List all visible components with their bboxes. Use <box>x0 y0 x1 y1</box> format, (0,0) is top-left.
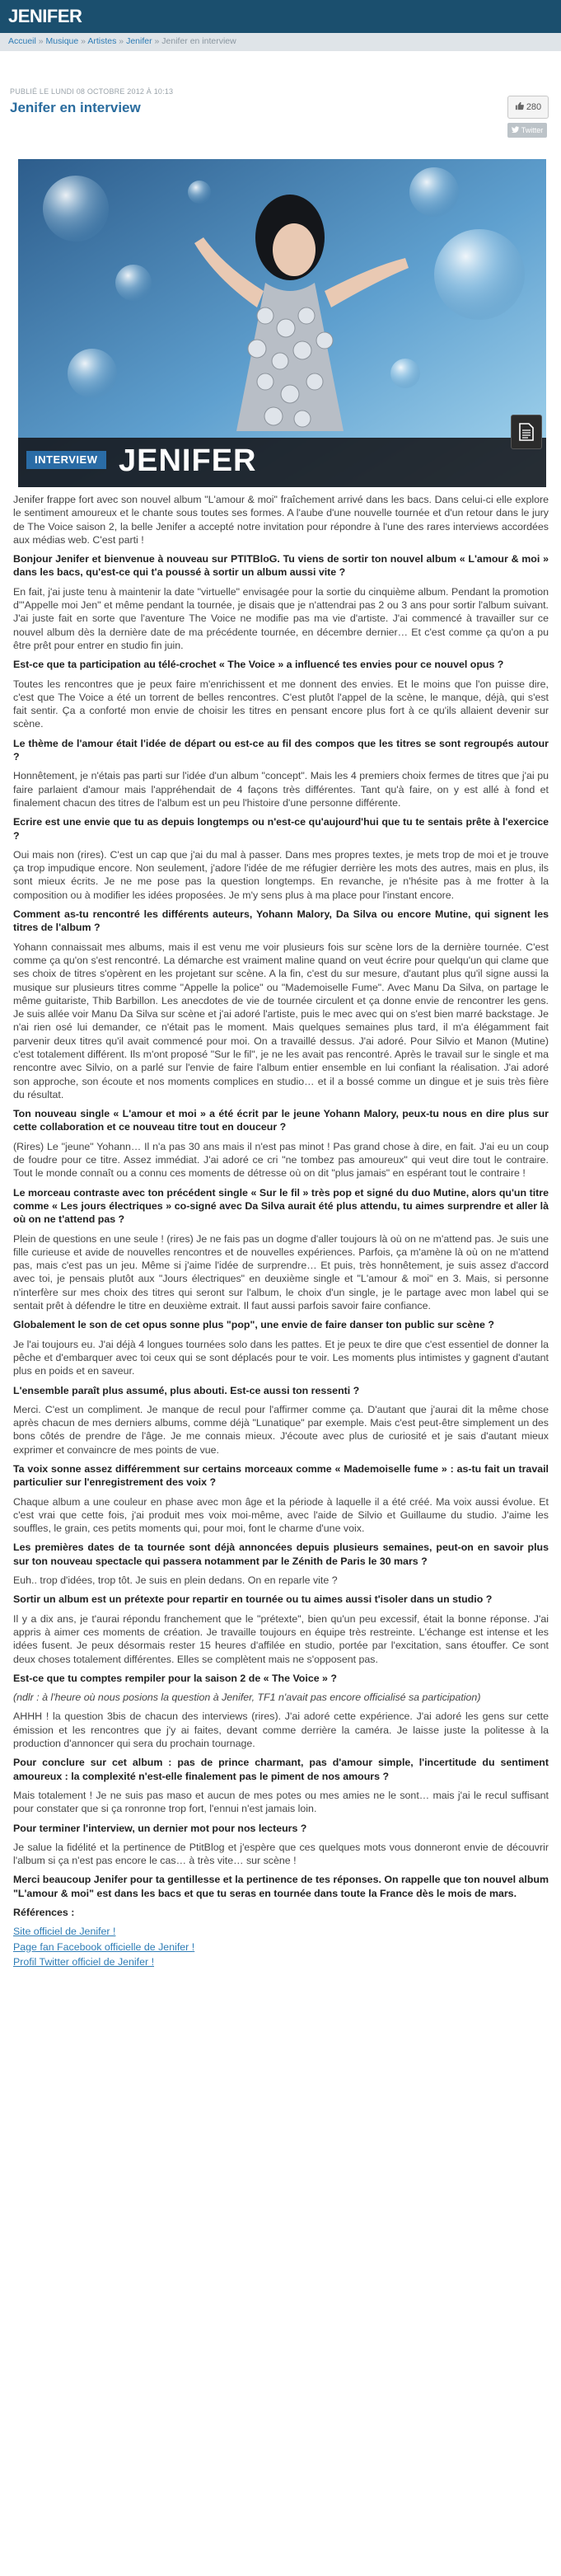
question: Est-ce que ta participation au télé-crochet « The Voice » a influencé tes envies pour ce nouvel opus ? <box>13 659 504 671</box>
twitter-profile-link[interactable]: Profil Twitter officiel de Jenifer ! <box>13 1955 155 1968</box>
document-icon[interactable] <box>511 415 542 449</box>
question: Bonjour Jenifer et bienvenue à nouveau sur PTITBloG. Tu viens de sortir ton nouvel album « L'amour & moi » dans les bacs, qu'est-ce qui t'a poussé à sortir un album aussi vite ? <box>13 553 549 579</box>
publish-date: PUBLIÉ LE LUNDI 08 OCTOBRE 2012 À 10:13 <box>10 87 174 96</box>
editor-note: (ndlr : à l'heure où nous posions la question à Jenifer, TF1 n'avait pas encore officialisé sa participation) <box>13 1692 481 1704</box>
references-title: Références : <box>13 1907 75 1919</box>
intro-paragraph: Jenifer frappe fort avec son nouvel album "L'amour & moi" fraîchement arrivé dans les bacs. Dans celui-ci elle explore le sentiment amoureux et le chante sous toutes ses formes. A l'aube d'une nouvelle tournée et d'un retour dans le jury de The Voice saison 2, la belle Jenifer a accepté notre invitation pour répondre à l'une des rares interviews accordées aux médias web. C'est parti ! <box>13 494 549 546</box>
answer: Honnêtement, je n'étais pas parti sur l'idée d'un album "concept". Mais les 4 premiers choix fermes de titres que j'ai pu faire parlaient d'amour mais l'appréhendait de 4 façons très différentes. Tant qu'à faire, on y est allé à fond et finalement chacun des titres de l'album est un peu l'histoire d'une personne différente. <box>13 770 549 809</box>
answer: AHHH ! la question 3bis de chacun des interviews (rires). J'ai adoré cette expérience. J'ai adoré les gens sur cette émission et les rencontres que j'y ai faites, devant comme derrière la caméra. Je laisse juste la politesse à la production d'annoncer qui sera du prochain tournage. <box>13 1710 549 1750</box>
answer: Je l'ai toujours eu. J'ai déjà 4 longues tournées solo dans les pattes. Et je peux te dire que c'est essentiel de donner la pêche et d'embarquer avec toi ceux qui se sont déplacés pour te voir. Les moments plus intimistes y gagnent d'autant plus en poids et en saveur. <box>13 1338 549 1377</box>
answer: Yohann connaissait mes albums, mais il est venu me voir plusieurs fois sur scène lors de la dernière tournée. C'est comme ça qu'on s'est rencontré. La démarche est vraiment maline quand on veut écrire pour quelqu'un qui clame que ses choix de titres s'opèrent en les projetant sur scène. A la fin, c'est du sur mesure, d'autant plus qu'il signe aussi la musique sur plusieurs titres comme "Appelle la police" ou "Mademoiselle Fume". Avec Manu Da Silva, on partage le même guitariste, Thib Barbillon. Les anecdotes de vie de tournée circulent et ça donne envie de rencontrer les gens. Je suis allée voir Manu Da Silva sur scène et j'ai adoré l'artiste, puis le mec avec qui on s'est bien marré backstage. Je n'ai rien osé lui demander, ce n'était pas le moment. Mais quelques semaines plus tard, il m'a élégamment fait parvenir deux titres qu'il avait commencé pour moi. On a travaillé dessus. J'ai adoré. Pour Silvio et Manon (Mutine) c'est totalement différent. Ils m'ont proposé "Sur le fil", je ne les avait pas rencontré. Après le travail sur le single et ma rencontre avec Silvio, on a parlé sur l'envie de faire l'album entier ensemble en lui confiant la réalisation. J'ai adoré son approche, son écoute et nos moments complices en studio… et il a bossé comme un dingue et je suis très fière du résultat. <box>13 941 549 1100</box>
official-site-link[interactable]: Site officiel de Jenifer ! <box>13 1926 116 1938</box>
answer: Chaque album a une couleur en phase avec mon âge et la période à laquelle il a été créé. Ma voix aussi évolue. Et c'est vrai que cette fois, j'ai produit mes voix moi-même, avec l'aide de Silvio et Guillaume du studio. J'aime les souffles, le grain, ces petits moments qui, pour moi, font le charme d'une voix. <box>13 1495 549 1535</box>
question: Globalement le son de cet opus sonne plus "pop", une envie de faire danser ton public sur scène ? <box>13 1319 494 1331</box>
answer: Oui mais non (rires). C'est un cap que j'ai du mal à passer. Dans mes propres textes, je mets trop de moi et je trouve ça trop impudique encore. Non seulement, j'adore l'idée de me réfugier derrière les mots des autres, mais en plus, ils sont mieux écrits. Je ne me pose pas la question longtemps. En revanche, je n'hésite pas à me frotter à la composition ou à modifier les idées proposées. Je m'y sens plus à ma place pour l'instant encore. <box>13 848 549 901</box>
question: Est-ce que tu comptes rempiler pour la saison 2 de « The Voice » ? <box>13 1672 337 1684</box>
answer: Euh.. trop d'idées, trop tôt. Je suis en plein dedans. On en reparle vite ? <box>13 1574 338 1587</box>
question: Ecrire est une envie que tu as depuis longtemps ou n'est-ce qu'aujourd'hui que tu te sentais prête à l'exercice ? <box>13 816 549 842</box>
closing-paragraph: Merci beaucoup Jenifer pour ta gentillesse et la pertinence de tes réponses. On rappelle que ton nouvel album "L'amour & moi" est dans les bacs et que tu seras en tournée dans toute la France dès le mois de mars. <box>13 1874 549 1899</box>
breadcrumb-separator: » <box>38 36 44 46</box>
question: Ton nouveau single « L'amour et moi » a été écrit par le jeune Yohann Malory, peux-tu nous en dire plus sur cette collaboration et ce nouveau titre tout en douceur ? <box>13 1108 549 1133</box>
answer: En fait, j'ai juste tenu à maintenir la date "virtuelle" envisagée pour la sortie du cinquième album. Pendant la promotion d'"Appelle moi Jen" et même pendant la tournée, je disais que je n'attendrai pas 2 ou 3 ans pour sortir l'album suivant. J'ai juste fait en sorte que l'aventure The Voice ne modifie pas ma vie d'artiste. J'ai commencé à travailler sur ce nouvel album dès la dernière date de ma précédente tournée, en décembre dernier… Et c'est comme ça qu'on a pu être prêt pour entrer en studio fin juin. <box>13 585 549 651</box>
like-button[interactable] <box>507 96 549 119</box>
twitter-button[interactable] <box>507 123 547 138</box>
question: Sortir un album est un prétexte pour repartir en tournée ou tu aimes aussi t'isoler dans un studio ? <box>13 1593 493 1606</box>
answer: Il y a dix ans, je t'aurai répondu franchement que le "prétexte", bien qu'un peu excessif, était la bonne réponse. J'ai appris à aimer ces moments de création. Je travaille toujours en équipe très restreinte. L'échange est intense et les idées fusent. Je peux désormais rester 15 heures d'affilée en studio, portée par l'excitation, sans étouffer. Ce sont deux choses totalement différentes. Elles se complètent mais ne s'opposent pas. <box>13 1612 549 1665</box>
bird-icon <box>512 126 519 134</box>
breadcrumb-home[interactable]: Accueil <box>8 36 36 46</box>
answer: Plein de questions en une seule ! (rires) Je ne fais pas un dogme d'aller toujours là où on ne m'attend pas. Je suis une fille curieuse et avide de nouvelles rencontres et de nouvelles expériences. Parfois, ça m'amène là où on ne m'attend pas, mais c'est pas un jeu. Même si j'aime l'idée de surprendre… Et puis, très honnêtement, je suis assez d'accord avec toi, je pensais plutôt aux "Jours électriques" en deuxième single et "L'amour & moi" en 3. Mais, si personne n'interfère sur mes choix des titres qui seront sur l'album, le choix d'un single, je le partage avec mon label qui se sentait prêt à défendre le titre en deuxième extrait. Il faut aussi parfois savoir faire confiance. <box>13 1232 549 1312</box>
breadcrumb-current: Jenifer en interview <box>161 36 236 46</box>
article-body <box>13 493 549 1970</box>
site-title[interactable]: JENIFER <box>8 6 82 26</box>
answer: Je salue la fidélité et la pertinence de PtitBlog et j'espère que ces quelques mots vous donneront envie de découvrir l'album si ça n'est pas encore le cas… à très vite… sur scène ! <box>13 1841 549 1867</box>
facebook-page-link[interactable]: Page fan Facebook officielle de Jenifer ! <box>13 1940 195 1953</box>
hero-artist-name: JENIFER <box>119 443 257 478</box>
interview-tag: INTERVIEW <box>26 451 106 469</box>
question: Pour terminer l'interview, un dernier mot pour nos lecteurs ? <box>13 1822 307 1834</box>
site-header <box>0 0 561 33</box>
answer: Merci. C'est un compliment. Je manque de recul pour l'affirmer comme ça. D'autant que j'aurai dit la même chose après chacun de mes derniers albums, comme déjà "Lunatique" par exemple. Mais c'est peut-être simplement un des bons côtés de prendre de l'âge. Je me connais mieux. J'écoute avec plus de curiosité et je sais d'autant mieux exprimer et convaincre de mes points de vue. <box>13 1403 549 1456</box>
twitter-label: Twitter <box>521 126 544 134</box>
question: Les premières dates de ta tournée sont déjà annoncées depuis plusieurs semaines, peut-on en savoir plus sur ton nouveau spectacle qui passera notamment par le Zénith de Paris le 30 mars ? <box>13 1541 549 1567</box>
question: Le morceau contraste avec ton précédent single « Sur le fil » très pop et signé du duo Mutine, alors qu'un titre comme « Les jours électriques » co-signé avec Da Silva aurait été plus attendu, tu aimes surprendre et aller là où on ne t'attend pas ? <box>13 1186 549 1226</box>
answer: Mais totalement ! Je ne suis pas maso et aucun de mes potes ou mes amies ne le sont… mais j'ai le recul suffisant pour constater que si ça ronronne trop fort, l'ennui n'est jamais loin. <box>13 1789 549 1815</box>
hero-image <box>18 159 546 487</box>
like-count: 280 <box>526 102 542 112</box>
answer: Toutes les rencontres que je peux faire m'enrichissent et me donnent des envies. Et le moins que l'on puisse dire, c'est que The Voice a été un torrent de belles rencontres. C'est plutôt l'appel de la scène, le manque, déjà, qui s'est fait sentir. Ça a conforté mon envie de choisir les titres en pensant encore plus fort à ce qu'ils allaient devenir sur scène. <box>13 678 549 730</box>
question: Ta voix sonne assez différemment sur certains morceaux comme « Mademoiselle fume » : as-tu fait un travail particulier sur l'enregistrement des voix ? <box>13 1463 549 1489</box>
breadcrumb-jenifer[interactable]: Jenifer <box>126 36 152 46</box>
breadcrumb <box>0 33 561 51</box>
breadcrumb-separator: » <box>119 36 124 46</box>
answer: (Rires) Le "jeune" Yohann… Il n'a pas 30 ans mais il n'est pas minot ! Pas grand chose à dire, en fait. J'ai eu un coup de foudre pour ce titre. Assez immédiat. J'ai adoré ce cri "ne tombez pas amoureux" qui veut dire tout le contraire. Tout le monde connaît ou a connu ces moments de détresse où on dit "plus jamais" en espérant tout le contraire ! <box>13 1140 549 1180</box>
breadcrumb-music[interactable]: Musique <box>45 36 79 46</box>
thumbs-up-icon <box>515 101 524 113</box>
breadcrumb-separator: » <box>154 36 160 46</box>
question: Le thème de l'amour était l'idée de départ ou est-ce au fil des compos que les titres se sont regroupés autour ? <box>13 737 549 763</box>
breadcrumb-artists[interactable]: Artistes <box>87 36 117 46</box>
question: L'ensemble paraît plus assumé, plus abouti. Est-ce aussi ton ressenti ? <box>13 1384 360 1396</box>
references-list <box>13 1925 549 1968</box>
breadcrumb-separator: » <box>81 36 86 46</box>
question: Comment as-tu rencontré les différents auteurs, Yohann Malory, Da Silva ou encore Mutine, qui signent les titres de l'album ? <box>13 908 549 934</box>
question: Pour conclure sur cet album : pas de prince charmant, pas d'amour simple, l'incertitude du sentiment amoureux : la complexité n'est-elle finalement pas le piment de nos amours ? <box>13 1757 549 1782</box>
page-title: Jenifer en interview <box>10 100 141 115</box>
